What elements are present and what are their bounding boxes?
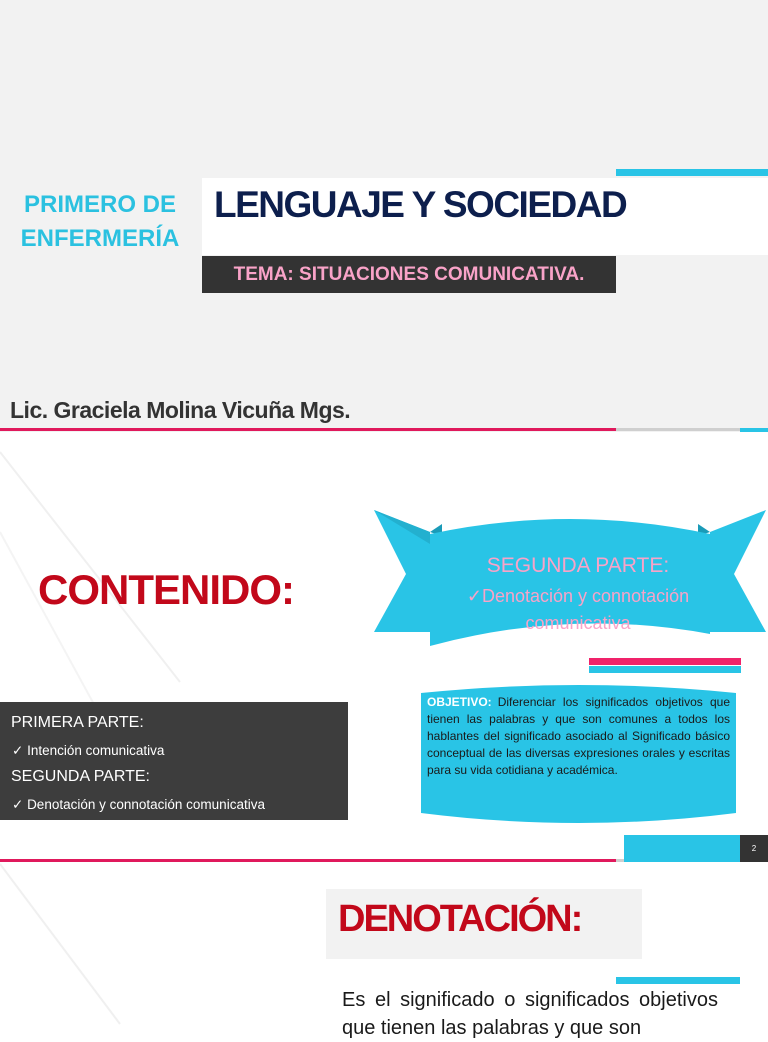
objective-body: Diferenciar los significados objetivos que tienen las palabras y que son comunes a todos los hablantes del significado asociado al Significado básico conceptual de las diversas expresiones orales y escritas para su vida cotidiana y académica. — [427, 695, 730, 777]
accent-bar-pink — [589, 658, 741, 665]
content-slide — [0, 432, 768, 864]
background-lines — [0, 864, 300, 1024]
content-list-box — [0, 702, 348, 820]
part-1-title: PRIMERA PARTE: — [11, 714, 144, 731]
theme-box — [202, 256, 616, 293]
check-icon: ✓ — [12, 797, 28, 812]
contenido-heading: CONTENIDO: — [38, 566, 294, 613]
accent-bar-cyan — [589, 666, 741, 673]
denotation-slide — [0, 864, 768, 1039]
course-label — [0, 188, 200, 256]
part-2-title: SEGUNDA PARTE: — [11, 768, 150, 785]
accent-bar — [616, 977, 740, 984]
ribbon-title: SEGUNDA PARTE: — [486, 554, 670, 577]
check-icon: ✓ — [12, 743, 28, 758]
ribbon-item — [430, 583, 726, 637]
divider-red — [0, 428, 616, 431]
part-2-item-text: Denotación y connotación comunicativa — [27, 797, 265, 812]
denotacion-heading: DENOTACIÓN: — [338, 898, 582, 940]
objective-text — [427, 694, 730, 779]
page-number: 2 — [740, 835, 768, 862]
footer-cyan-box — [624, 835, 740, 862]
part-1-item-text: Intención comunicativa — [27, 743, 165, 758]
author-name: Lic. Graciela Molina Vicuña Mgs. — [10, 397, 351, 423]
accent-bar — [616, 169, 768, 176]
presentation-title: LENGUAJE Y SOCIEDAD — [214, 184, 627, 225]
divider-red — [0, 859, 616, 862]
title-slide — [0, 0, 768, 432]
course-line-2: ENFERMERÍA — [20, 225, 180, 252]
divider-grey — [616, 428, 740, 431]
ribbon-item-text: Denotación y connotación comunicativa — [481, 586, 690, 633]
course-line-1: PRIMERO DE — [23, 191, 176, 218]
theme-text: TEMA: SITUACIONES COMUNICATIVA. — [233, 264, 585, 285]
part-1-item — [12, 743, 164, 759]
objective-label: OBJETIVO: — [427, 695, 492, 709]
check-icon: ✓ — [466, 586, 482, 606]
part-2-item — [12, 797, 265, 813]
body-text: Es el significado o significados objetivos que tienen las palabras y que son — [342, 989, 718, 1039]
